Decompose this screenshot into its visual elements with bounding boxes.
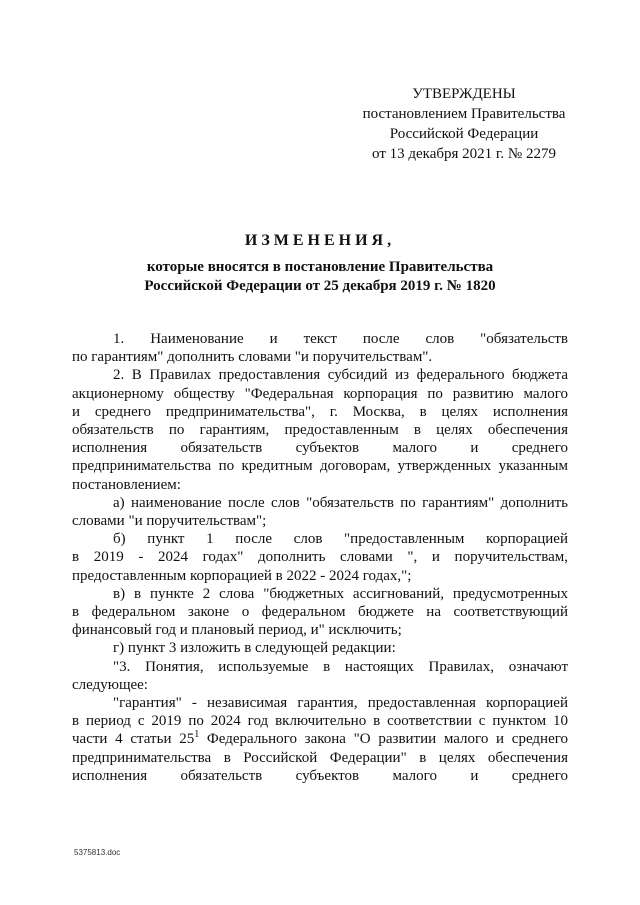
text-line: 2. В Правилах предоставления субсидий из федерального бюджета [113, 367, 568, 384]
text-line: и среднего предпринимательства", г. Москва, в целях исполнения [72, 403, 568, 420]
text-line: финансовый год и плановый период, и" исключить; [72, 622, 402, 639]
text-line: исполнения обязательств субъектов малого и среднего [72, 440, 568, 457]
text-line: в период с 2019 по 2024 год включительно в соответствии с пунктом 10 [72, 713, 568, 730]
approval-date-number: от 13 декабря 2021 г. № 2279 [372, 146, 556, 162]
text-line: акционерному обществу "Федеральная корпорация по развитию малого [72, 385, 568, 402]
approval-stamp [350, 84, 578, 164]
text-line: г) пункт 3 изложить в следующей редакции: [113, 640, 396, 657]
text-line: в) в пункте 2 слова "бюджетных ассигнований, предусмотренных [113, 585, 568, 602]
paragraph-1 [72, 330, 568, 366]
text-fragment: части 4 статьи 25 [72, 731, 195, 748]
text-line: по гарантиям" дополнить словами "и поручительствам". [72, 349, 433, 366]
text-line: словами "и поручительствам"; [72, 513, 267, 530]
approval-line: постановлением Правительства [362, 106, 566, 122]
article-superscript: 1 [194, 729, 200, 741]
text-line: следующее: [72, 676, 148, 693]
definition-guarantee [72, 694, 568, 785]
subparagraph-g [72, 639, 568, 657]
document-body [72, 330, 568, 785]
text-line: а) наименование после слов "обязательств по гарантиям" дополнить [113, 494, 568, 511]
document-title: ИЗМЕНЕНИЯ, [244, 232, 396, 249]
text-fragment: Федерального закона "О развитии малого и среднего [199, 731, 569, 748]
paragraph-3-quote [72, 658, 568, 694]
text-line: исполнения обязательств субъектов малого и среднего [72, 767, 568, 784]
approval-line: Российской Федерации [389, 126, 539, 142]
subparagraph-v [72, 585, 568, 640]
text-line: предоставленным корпорацией в 2022 - 2024 годах,"; [72, 567, 412, 584]
text-line: обязательств по гарантиям, предоставленным в целях обеспечения [72, 422, 568, 439]
text-line: "гарантия" - независимая гарантия, предоставленная корпорацией [113, 695, 568, 712]
text-line: 1. Наименование и текст после слов "обязательств [113, 331, 568, 347]
text-line: б) пункт 1 после слов "предоставленным корпорацией [113, 531, 568, 548]
subtitle-line: Российской Федерации от 25 декабря 2019 г. № 1820 [144, 278, 496, 294]
text-line: в федеральном законе о федеральном бюджете на соответствующий [72, 604, 568, 621]
text-line: в 2019 - 2024 годах" дополнить словами ", и поручительствам, [72, 549, 568, 566]
subtitle-line: которые вносятся в постановление Правительства [146, 259, 494, 275]
text-line [72, 730, 568, 748]
text-line: предпринимательства в Российской Федерации" в целях обеспечения [72, 749, 568, 766]
subparagraph-b [72, 530, 568, 585]
file-name-footer: 5375813.doc [74, 848, 121, 857]
approval-heading: УТВЕРЖДЕНЫ [412, 86, 516, 102]
text-line: "3. Понятия, используемые в настоящих Правилах, означают [113, 658, 568, 675]
subparagraph-a [72, 494, 568, 530]
text-line: предпринимательства по кредитным договорам, утвержденных указанным [72, 458, 568, 475]
paragraph-2 [72, 366, 568, 493]
document-subtitle [0, 258, 640, 296]
text-line: постановлением: [72, 476, 181, 493]
